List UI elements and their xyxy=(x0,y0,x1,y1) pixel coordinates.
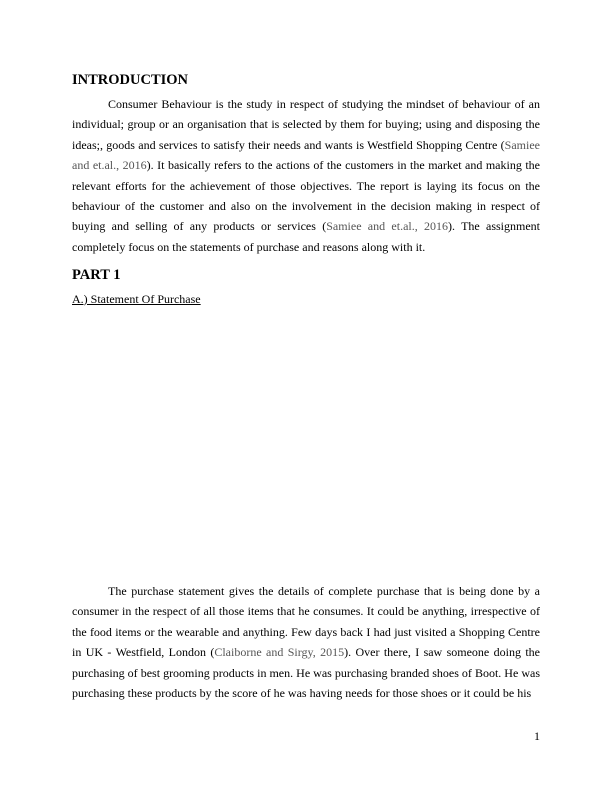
purchase-text-2: ). Over there, I saw someone doing the purchasing of best grooming products in men. He was purchasing branded shoes of Boot. He was purchasing these products by the score of he was having needs for those shoes or it could be his xyxy=(72,645,540,701)
introduction-paragraph xyxy=(72,94,540,257)
intro-citation-2: Samiee and et.al., 2016 xyxy=(326,219,449,234)
introduction-heading: INTRODUCTION xyxy=(72,72,189,88)
part-1-heading: PART 1 xyxy=(72,267,121,283)
purchase-statement-paragraph xyxy=(72,581,540,703)
purchase-text-1: The purchase statement gives the details of complete purchase that is being done by a consumer in the respect of all those items that he consumes. It could be anything, irrespective of the food items or the wearable and anything. Few days back I had just visited a Shopping Centre in UK - Westfield, London ( xyxy=(72,584,540,660)
purchase-citation-1: Claiborne and Sirgy, 2015 xyxy=(214,645,345,660)
intro-text-2: ). It basically refers to the actions of the customers in the market and making the relevant efforts for the achievement of those objectives. The report is laying its focus on the behaviour of the customer and also on the involvement in the decision making in respect of buying and selling of any products or services ( xyxy=(72,158,541,234)
statement-of-purchase-subheading: A.) Statement Of Purchase xyxy=(72,292,201,306)
intro-citation-1: Samiee and et.al., 2016 xyxy=(72,137,540,173)
page-number: 1 xyxy=(534,729,540,743)
intro-text-1: Consumer Behaviour is the study in respect of studying the mindset of behaviour of an individual; group or an organisation that is selected by them for buying; using and disposing the ideas;, goods and services to satisfy their needs and wants is Westfield Shopping Centre ( xyxy=(72,97,540,152)
intro-text-3: ). The assignment completely focus on the statements of purchase and reasons along with it. xyxy=(72,219,541,254)
